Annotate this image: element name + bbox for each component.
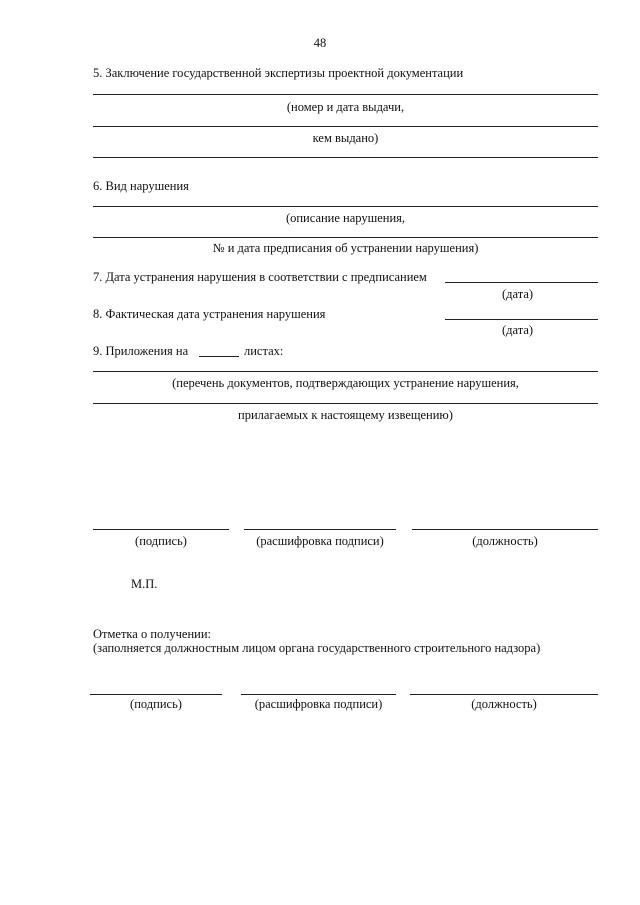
section9-field-line xyxy=(93,371,598,372)
section8-label: 8. Фактическая дата устранения нарушения xyxy=(93,307,326,321)
section9-field-line-2 xyxy=(93,403,598,404)
section6-hint-description: (описание нарушения, xyxy=(285,211,406,225)
signature1-transcript-hint: (расшифровка подписи) xyxy=(256,534,384,548)
section9-hint-documents: (перечень документов, подтверждающих устранение нарушения, xyxy=(172,376,519,390)
section7-label: 7. Дата устранения нарушения в соответствии с предписанием xyxy=(93,270,427,284)
section7-date-hint: (дата) xyxy=(502,287,534,301)
signature1-position-hint: (должность) xyxy=(472,534,538,548)
signature2-signature-hint: (подпись) xyxy=(130,697,182,711)
signature2-position-line xyxy=(410,694,598,695)
stamp-place: М.П. xyxy=(131,577,158,591)
section5-label: 5. Заключение государственной экспертизы проектной документации xyxy=(93,66,464,80)
signature1-signature-hint: (подпись) xyxy=(135,534,187,548)
section8-date-hint: (дата) xyxy=(502,323,534,337)
section5-field-line-2 xyxy=(93,126,598,127)
receipt-note: (заполняется должностным лицом органа государственного строительного надзора) xyxy=(93,641,541,655)
section6-field-line xyxy=(93,206,598,207)
signature1-line xyxy=(93,529,229,530)
section8-date-line xyxy=(445,319,598,320)
page-number: 48 xyxy=(313,36,327,50)
section9-label: 9. Приложения на xyxy=(93,344,189,358)
signature1-transcript-line xyxy=(244,529,396,530)
section6-field-line-2 xyxy=(93,237,598,238)
signature1-position-line xyxy=(412,529,598,530)
signature2-transcript-hint: (расшифровка подписи) xyxy=(254,697,383,711)
section9-label-suffix: листах: xyxy=(244,344,284,358)
section6-hint-order: № и дата предписания об устранении нарушения) xyxy=(212,241,479,255)
section6-label: 6. Вид нарушения xyxy=(93,179,189,193)
section7-date-line xyxy=(445,282,598,283)
signature2-position-hint: (должность) xyxy=(471,697,537,711)
section5-hint-number-date: (номер и дата выдачи, xyxy=(286,100,405,114)
receipt-title: Отметка о получении: xyxy=(93,627,211,641)
section5-field-line-3 xyxy=(93,157,598,158)
section9-hint-attached: прилагаемых к настоящему извещению) xyxy=(238,408,453,422)
section9-sheets-count-line xyxy=(199,356,239,357)
section5-hint-issued-by: кем выдано) xyxy=(312,131,379,145)
section5-field-line xyxy=(93,94,598,95)
signature2-line xyxy=(90,694,222,695)
signature2-transcript-line xyxy=(241,694,396,695)
